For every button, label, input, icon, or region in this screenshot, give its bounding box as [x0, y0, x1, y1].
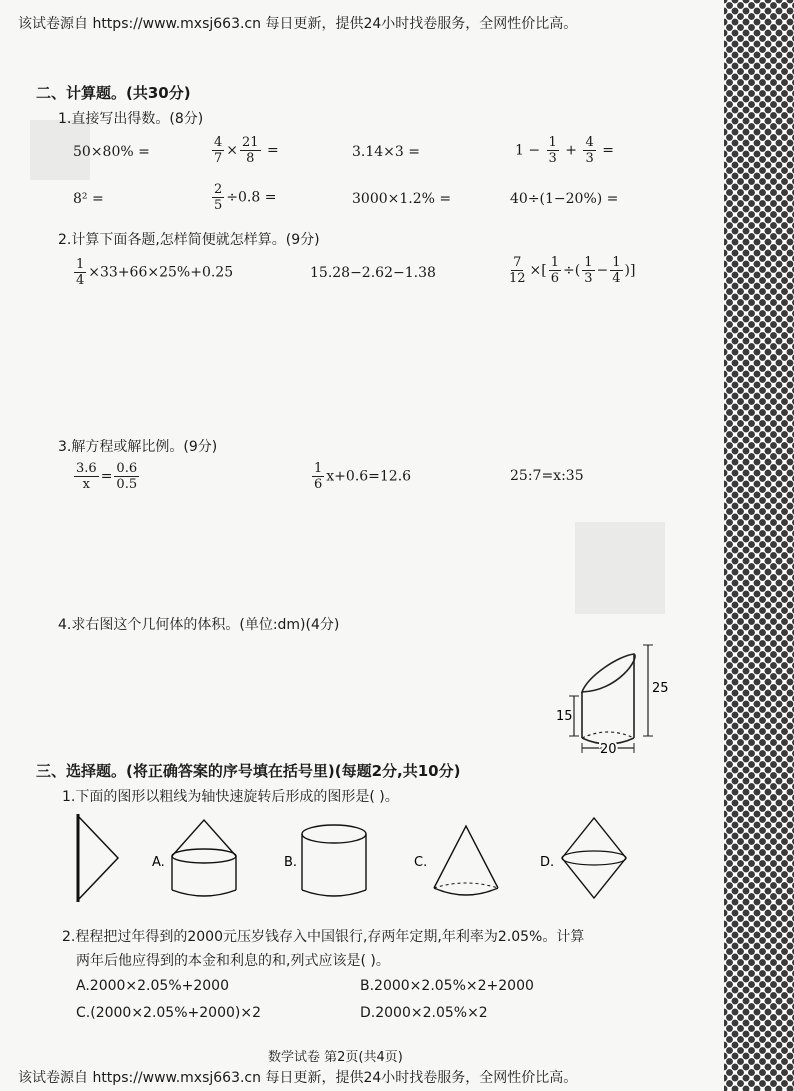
fraction: $\frac{2}{5}$ [214, 182, 223, 213]
fraction: $\frac{1}{6}$ [314, 461, 323, 492]
header-source-note: 该试卷源自 https://www.mxsj663.cn 每日更新，提供24小时找卷服务，全网性价比高。 [18, 16, 578, 32]
option-c-shape [434, 826, 498, 895]
bleed-through-right [575, 522, 665, 614]
q3-item-3: 25:7=x:35 [510, 468, 584, 484]
option-d-shape [562, 818, 626, 898]
q3-item-1: $\frac{3.6}{x}$ = $\frac{0.6}{0.5}$ [76, 461, 138, 492]
q1-item-3: 3.14×3 = [352, 144, 420, 160]
s3-q2-line1: 2.程程把过年得到的2000元压岁钱存入中国银行,存两年定期,年利率为2.05%。计算 [62, 929, 585, 945]
source-triangle [78, 814, 118, 902]
fraction: $\frac{4}{3}$ [585, 135, 594, 166]
q1-item-5: 8² = [73, 191, 104, 207]
fraction: $\frac{1}{4}$ [76, 257, 85, 288]
q1-item-7: 3000×1.2% = [352, 191, 452, 207]
page-number-label: 数学试卷 第2页(共4页) [268, 1050, 403, 1065]
fraction: $\frac{21}{8}$ [242, 135, 259, 166]
fraction: $\frac{1}{6}$ [550, 255, 560, 286]
q1-item-1: 50×80% = [73, 144, 150, 160]
q2-item-3: $\frac{7}{12}$ ×[ $\frac{1}{6}$ ÷( $\frac{1}{3}$ − $\frac{1}{4}$ )] [509, 255, 636, 286]
section-2-title: 二、计算题。(共30分) [36, 84, 191, 102]
option-a-shape [172, 820, 236, 896]
option-b-shape [302, 825, 366, 896]
section-3-title: 三、选择题。(将正确答案的序号填在括号里)(每题2分,共10分) [36, 762, 461, 780]
s3-q2-option-c: C.(2000×2.05%+2000)×2 [76, 1005, 261, 1021]
s3-q2-line2: 两年后他应得到的本金和利息的和,列式应该是( )。 [76, 953, 390, 969]
footer-source-note: 该试卷源自 https://www.mxsj663.cn 每日更新，提供24小时找卷服务，全网性价比高。 [18, 1070, 578, 1086]
truncated-cylinder-figure [548, 636, 678, 760]
label-diameter: 20 [600, 742, 617, 757]
q1-title: 1.直接写出得数。(8分) [58, 111, 204, 127]
q1-item-8: 40÷(1−20%) = [510, 191, 619, 207]
q2-item-2: 15.28−2.62−1.38 [310, 265, 436, 281]
q3-title: 3.解方程或解比例。(9分) [58, 439, 218, 455]
binding-pattern-strip [724, 0, 794, 1091]
fraction: $\frac{1}{3}$ [548, 135, 557, 166]
fraction: $\frac{0.6}{0.5}$ [116, 461, 138, 492]
fraction: $\frac{1}{4}$ [612, 255, 621, 286]
fraction: $\frac{4}{7}$ [214, 135, 223, 166]
q3-item-2: $\frac{1}{6}$ x+0.6=12.6 [314, 461, 412, 492]
option-a-label: A. [152, 855, 165, 870]
fraction: $\frac{7}{12}$ [509, 255, 526, 286]
label-short-height: 15 [556, 709, 573, 724]
q2-item-1: $\frac{1}{4}$ ×33+66×25%+0.25 [76, 257, 234, 288]
q1-item-4: 1 − $\frac{1}{3}$ + $\frac{4}{3}$ = [515, 135, 614, 166]
q4-title: 4.求右图这个几何体的体积。(单位:dm)(4分) [58, 617, 340, 633]
s3-q2-option-a: A.2000×2.05%+2000 [76, 978, 229, 994]
s3-q2-option-d: D.2000×2.05%×2 [360, 1005, 488, 1021]
option-b-label: B. [284, 855, 298, 870]
s3-q2-option-b: B.2000×2.05%×2+2000 [360, 978, 534, 994]
rotation-options-figure [70, 810, 670, 910]
fraction: $\frac{1}{3}$ [584, 255, 593, 286]
q2-title: 2.计算下面各题,怎样简便就怎样算。(9分) [58, 232, 320, 248]
q1-item-6: $\frac{2}{5}$ ÷0.8 = [214, 182, 277, 213]
q1-item-2: $\frac{4}{7}$ × $\frac{21}{8}$ = [214, 135, 279, 166]
s3-q1-title: 1.下面的图形以粗线为轴快速旋转后形成的图形是( )。 [62, 789, 399, 805]
label-long-height: 25 [652, 681, 669, 696]
option-c-label: C. [414, 855, 428, 870]
fraction: $\frac{3.6}{x}$ [76, 461, 97, 492]
option-d-label: D. [540, 855, 555, 870]
